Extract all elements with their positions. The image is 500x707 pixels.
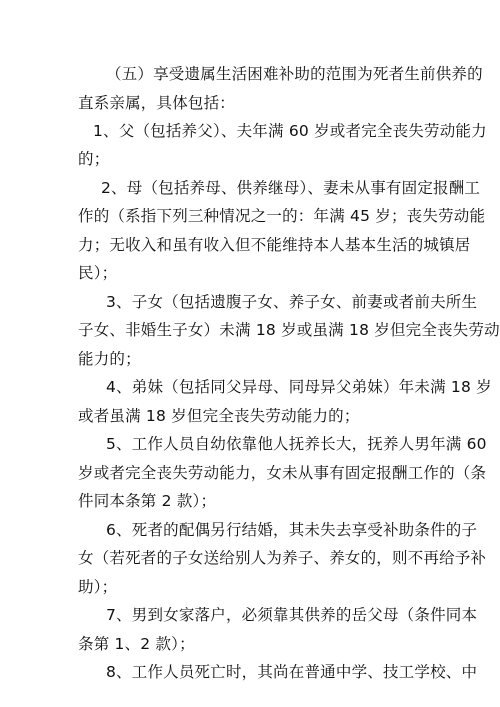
paragraph-line: 2、母（包括养母、供养继母）、妻未从事有固定报酬工	[101, 179, 481, 197]
paragraph-line: 1、父（包括养父）、夫年满 60 岁或者完全丧失劳动能力	[93, 122, 487, 140]
paragraph-line: 4、弟妹（包括同父异母、同母异父弟妹）年未满 18 岁	[106, 378, 492, 396]
paragraph-line: 或者虽满 18 岁但完全丧失劳动能力的；	[78, 407, 360, 425]
paragraph-line: 6、死者的配偶另行结婚，其未失去享受补助条件的子	[106, 521, 478, 539]
paragraph-line: 3、子女（包括遗腹子女、养子女、前妻或者前夫所生	[106, 293, 478, 311]
paragraph-line: 能力的；	[78, 350, 141, 368]
paragraph-line: 条第 1、2 款）；	[78, 635, 195, 653]
paragraph-line: 5、工作人员自幼依靠他人抚养长大，抚养人男年满 60	[106, 435, 487, 453]
paragraph-line: 的；	[78, 150, 110, 168]
paragraph-line: 8、工作人员死亡时，其尚在普通中学、技工学校、中	[106, 663, 478, 681]
paragraph-line: 女（若死者的子女送给别人为养子、养女的，则不再给予补	[78, 549, 487, 567]
paragraph-line: 助）；	[78, 578, 118, 596]
paragraph-line: 7、男到女家落户，必须靠其供养的岳父母（条件同本	[106, 606, 478, 624]
paragraph-line: 作的（系指下列三种情况之一的：年满 45 岁；丧失劳动能	[78, 207, 486, 225]
paragraph-line: 民）；	[78, 264, 118, 282]
paragraph-line: 件同本条第 2 款）；	[78, 492, 217, 510]
paragraph-line: 子女、非婚生子女）未满 18 岁或虽满 18 岁但完全丧失劳动	[78, 321, 500, 339]
paragraph-line: 岁或者完全丧失劳动能力，女未从事有固定报酬工作的（条	[78, 464, 487, 482]
paragraph-line: 力；无收入和虽有收入但不能维持本人基本生活的城镇居	[78, 236, 471, 254]
paragraph-line: 直系亲属，具体包括：	[78, 94, 236, 112]
paragraph-line: （五）享受遗属生活困难补助的范围为死者生前供养的	[106, 65, 483, 83]
